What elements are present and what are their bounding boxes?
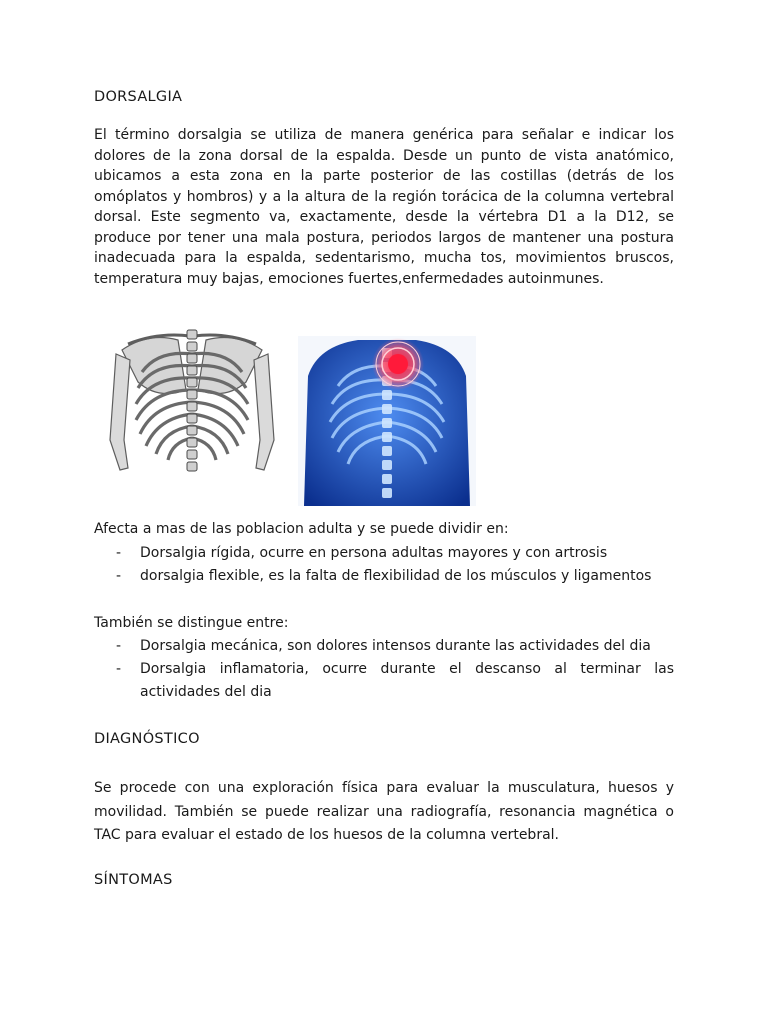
bullet-dash: - [116,568,122,584]
list-item: - Dorsalgia mecánica, son dolores intensos durante las actividades del dia [94,635,674,658]
blue-xray-back-pain-icon [298,336,476,506]
bullet-dash: - [116,661,122,677]
types-intro: Afecta a mas de las poblacion adulta y se puede dividir en: [94,521,509,537]
distinguish-list [94,635,674,704]
section-title-sintomas: SÍNTOMAS [94,872,173,888]
bullet-dash: - [116,638,122,654]
bullet-dash: - [116,545,122,561]
distinguish-intro: También se distingue entre: [94,615,289,631]
section-title-diagnostico: DIAGNÓSTICO [94,731,200,747]
dorsalgia-paragraph: El término dorsalgia se utiliza de manera genérica para señalar e indicar los dolores de la zona dorsal de la espalda. Desde un punto de vista anatómico, ubicamos a esta zona en la parte posterior de las costillas (detrás de los omóplatos y hombros) y a la altura de la región torácica de la columna vertebral dorsal. Este segmento va, exactamente, desde la vértebra D1 a la D12, se produce por tener una mala postura, periodos largos de mantener una postura inadecuada para la espalda, sedentarismo, mucha tos, movimientos bruscos, temperatura muy bajas, emociones fuertes,enfermedades autoinmunes. [94,127,674,287]
list-item: - dorsalgia flexible, es la falta de flexibilidad de los músculos y ligamentos [94,565,674,588]
types-list [94,542,674,588]
list-item: - Dorsalgia rígida, ocurre en persona adultas mayores y con artrosis [94,542,674,565]
list-item: - Dorsalgia inflamatoria, ocurre durante el descanso al terminar las actividades del dia [94,658,674,704]
diagnosis-paragraph: Se procede con una exploración física para evaluar la musculatura, huesos y movilidad. También se puede realizar una radiografía, resonancia magnética o TAC para evaluar el estado de los huesos de la columna vertebral. [94,780,674,843]
section-title-dorsalgia: DORSALGIA [94,89,183,105]
rib-cage-skeleton-icon [108,320,276,480]
